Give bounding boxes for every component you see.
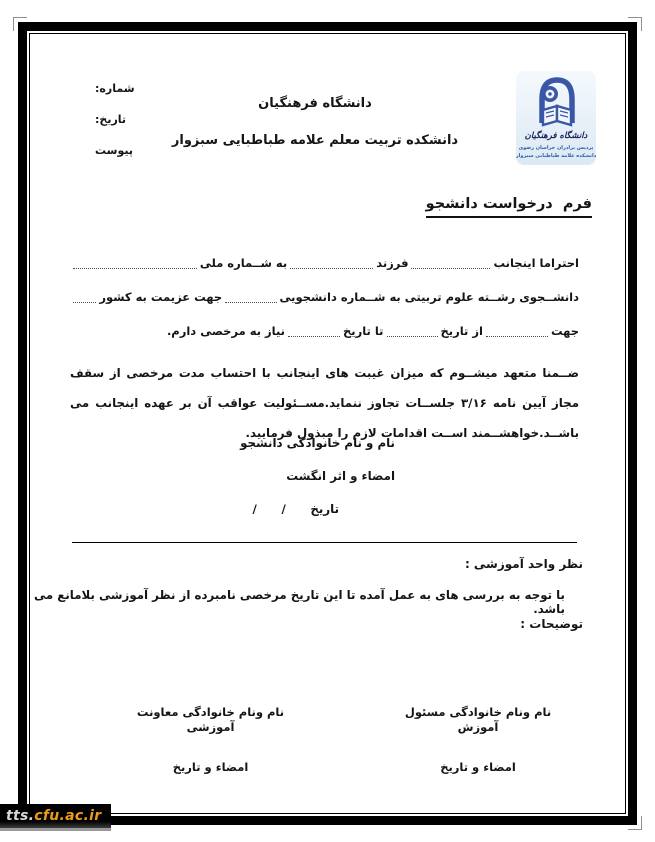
frame-corner-accent xyxy=(628,17,642,31)
logo-campus-line: پردیس برادران خراسان رضوی xyxy=(518,145,594,151)
section-divider xyxy=(72,542,577,543)
request-line-3 xyxy=(70,324,579,339)
site-watermark xyxy=(0,804,111,828)
university-name: دانشگاه فرهنگیان xyxy=(258,96,372,111)
need-leave-label: نیاز به مرخصی دارم. xyxy=(166,324,285,338)
field-national-id-blank xyxy=(73,264,197,269)
unit-opinion-statement: با توجه به بررسی های به عمل آمده تا این تاریخ مرخصی نامبرده از نظر آموزشی بلامانع می باشد. xyxy=(33,588,565,616)
child-of-label: فرزند xyxy=(376,256,409,270)
education-deputy-sign-label: امضاء و تاریخ xyxy=(172,760,249,774)
student-signature-block xyxy=(240,436,395,535)
header-meta xyxy=(95,82,135,175)
student-date-label: تاریخ / / xyxy=(252,502,339,516)
depart-country-label: جهت عزیمت به کشور xyxy=(99,290,223,304)
date-label: تاریخ: xyxy=(95,113,127,126)
logo-college-line: دانشکده علامه طباطبایی سبزوار xyxy=(516,153,596,159)
national-id-label: به شــماره ملی xyxy=(199,256,288,270)
education-officer-signature-block xyxy=(390,705,566,775)
frame-corner-accent xyxy=(13,17,27,31)
purpose-label: جهت xyxy=(550,324,579,338)
watermark-domain: cfu.ac.ir xyxy=(34,808,102,824)
education-deputy-signature-block xyxy=(118,705,303,775)
pledge-paragraph: ضــمنا متعهد میشــوم که میزان غیبت های اینجانب با احتساب مدت مرخصی از سقف مجاز آیین نامه ۳/۱۶ جلســات تجاوز ننماید.مســئولیت عواقب آن بر عهده اینجانب می باشــد.خواهشــمند اســت اقدامات لازم را مبذول فرمایید. xyxy=(70,366,579,440)
request-line-2 xyxy=(70,290,579,305)
field-reason-blank xyxy=(486,332,548,337)
logo-calligraphy-text: دانشگاه فرهنگیان xyxy=(524,131,588,141)
logo-flower-dot xyxy=(548,92,552,96)
student-sign-label: امضاء و اثر انگشت xyxy=(286,469,395,483)
field-date-to-blank xyxy=(288,332,340,337)
education-officer-name-label: نام ونام خانوادگی مسئول آموزش xyxy=(404,705,552,734)
field-student-id-blank xyxy=(225,298,276,303)
from-date-label: از تاریخ xyxy=(440,324,483,338)
to-date-label: تا تاریخ xyxy=(342,324,384,338)
watermark-prefix: tts. xyxy=(6,808,35,824)
frame-corner-accent xyxy=(628,816,642,830)
respectfully-label: احتراما اینجانب xyxy=(493,256,579,270)
student-id-label: دانشــجوی رشــته علوم تربیتی به شــماره دانشجویی xyxy=(279,290,579,304)
education-officer-sign-label: امضاء و تاریخ xyxy=(440,760,516,774)
field-country-blank xyxy=(73,298,96,303)
logo-book-icon xyxy=(543,106,571,125)
form-title: فرم درخواست دانشجو xyxy=(426,196,592,218)
student-name-label: نام و نام خانوادگی دانشجو xyxy=(240,436,395,450)
header-titles xyxy=(165,96,465,148)
attachment-label: پیوست xyxy=(95,144,133,157)
number-label: شماره: xyxy=(95,82,135,95)
notes-label: توضیحات : xyxy=(520,617,583,631)
field-father-blank xyxy=(290,264,373,269)
college-name: دانشکده تربیت معلم علامه طباطبایی سبزوار xyxy=(171,133,459,148)
unit-opinion-heading: نظر واحد آموزشی : xyxy=(464,557,583,571)
education-deputy-name-label: نام ونام خانوادگی معاونت آموزشی xyxy=(136,705,285,734)
field-date-from-blank xyxy=(387,332,438,337)
field-name-blank xyxy=(411,264,490,269)
request-line-1 xyxy=(70,256,579,271)
university-logo xyxy=(516,71,596,165)
